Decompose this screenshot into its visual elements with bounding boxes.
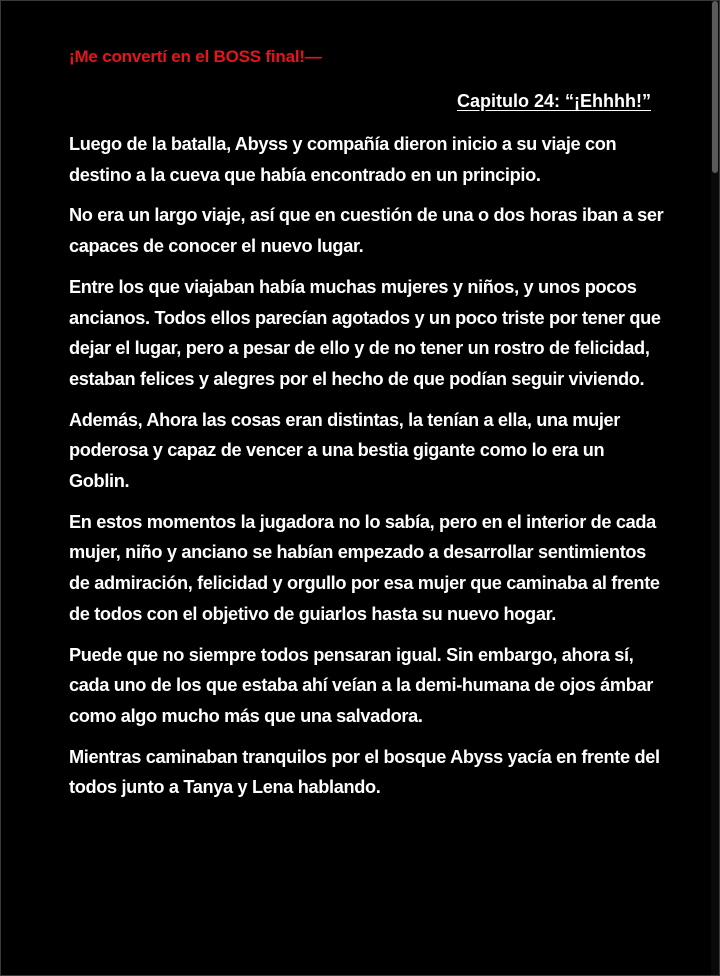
chapter-title: Capitulo 24: “¡Ehhhh!” [457, 91, 651, 111]
paragraph: Luego de la batalla, Abyss y compañía dieron inicio a su viaje con destino a la cueva que había encontrado en un principio. [69, 134, 617, 185]
series-title: ¡Me convertí en el BOSS final!— [69, 47, 322, 66]
paragraph: No era un largo viaje, así que en cuestión de una o dos horas iban a ser capaces de conocer el nuevo lugar. [69, 205, 664, 257]
paragraph: Mientras caminaban tranquilos por el bosque Abyss yacía en frente del todos junto a Tanya y Lena hablando. [69, 746, 660, 798]
chapter-body [69, 129, 669, 813]
paragraph: En estos momentos la jugadora no lo sabía, pero en el interior de cada mujer, niño y anciano se habían empezado a desarrollar sentimientos de admiración, felicidad y orgullo por esa mujer que caminaba al frente de todos con el objetivo de guiarlos hasta su nuevo hogar. [69, 511, 660, 624]
paragraph: Entre los que viajaban había muchas mujeres y niños, y unos pocos ancianos. Todos ellos parecían agotados y un poco triste por tener que dejar el lugar, pero a pesar de ello y de no tener un rostro de felicidad, estaban felices y alegres por el hecho de que podían seguir viviendo. [69, 276, 661, 389]
vertical-scrollbar[interactable] [711, 1, 719, 975]
scrollbar-thumb[interactable] [712, 1, 718, 173]
paragraph: Puede que no siempre todos pensaran igual. Sin embargo, ahora sí, cada uno de los que estaba ahí veían a la demi-humana de ojos ámbar como algo mucho más que una salvadora. [69, 644, 653, 726]
paragraph: Además, Ahora las cosas eran distintas, la tenían a ella, una mujer poderosa y capaz de vencer a una bestia gigante como lo era un Goblin. [69, 409, 621, 492]
